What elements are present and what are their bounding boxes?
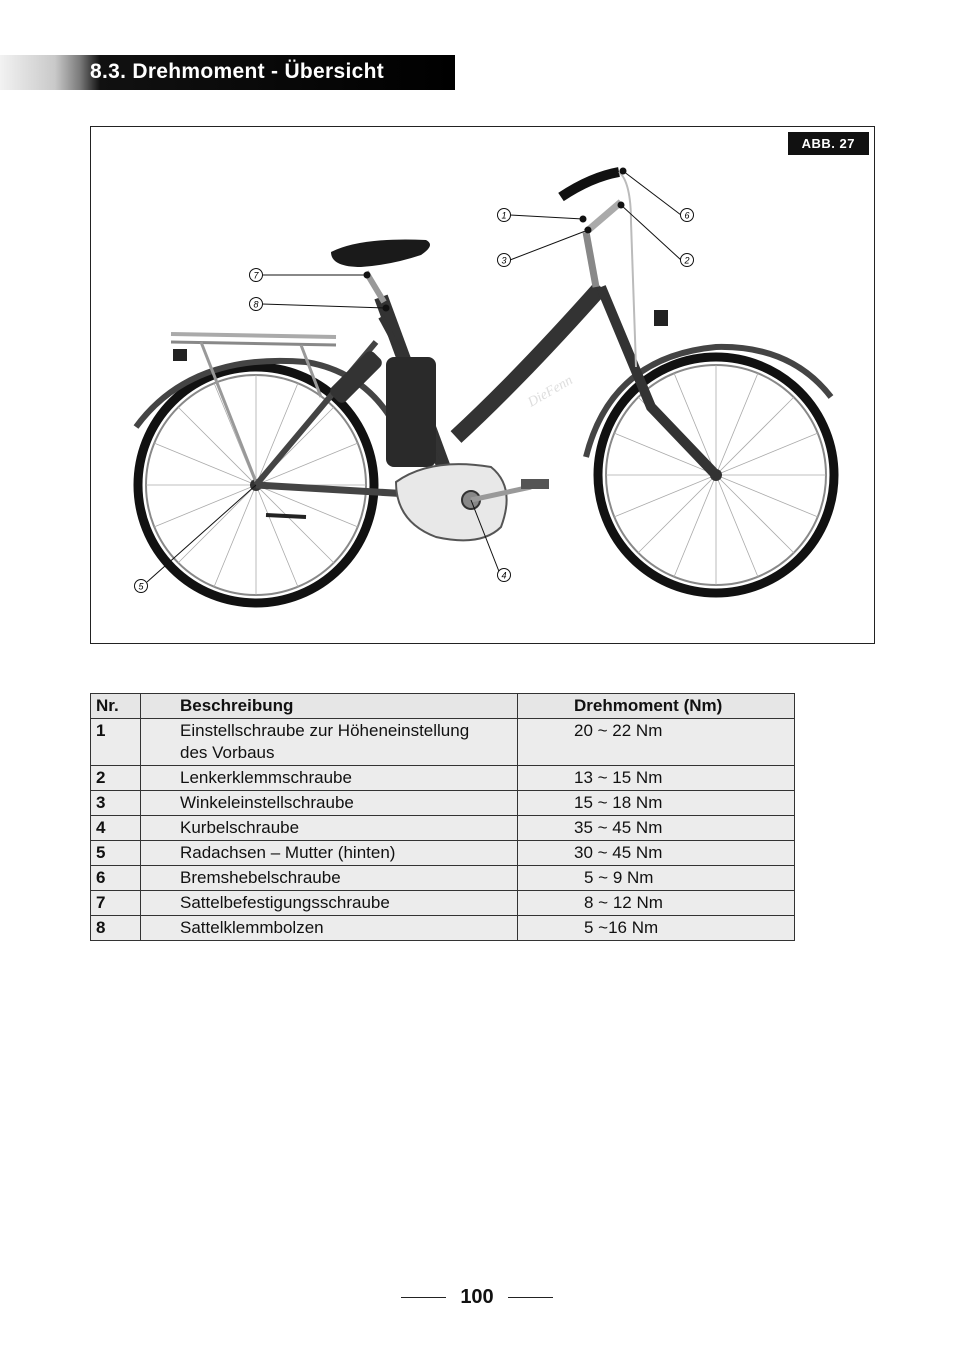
row-nr: 3 bbox=[91, 791, 141, 816]
row-description-line2: des Vorbaus bbox=[180, 743, 275, 762]
page-number: 100 bbox=[460, 1286, 494, 1308]
callout-8-label: 8 bbox=[253, 299, 259, 310]
row-description-line1: Einstellschraube zur Höheneinstellung bbox=[180, 721, 470, 740]
saddle bbox=[331, 240, 430, 303]
footer-rule-left bbox=[401, 1297, 446, 1298]
callout-1-label: 1 bbox=[501, 210, 507, 221]
callout-8 bbox=[250, 298, 263, 311]
header-nr: Nr. bbox=[91, 694, 141, 719]
bicycle-frame bbox=[256, 287, 716, 540]
torque-table bbox=[90, 693, 795, 941]
table-header-row bbox=[91, 694, 795, 719]
table-row bbox=[91, 866, 795, 891]
row-description bbox=[141, 719, 518, 766]
table-row bbox=[91, 766, 795, 791]
row-torque: 20 ~ 22 Nm bbox=[518, 719, 795, 766]
callout-7 bbox=[250, 269, 263, 282]
table-row bbox=[91, 816, 795, 841]
row-nr: 2 bbox=[91, 766, 141, 791]
bicycle-illustration bbox=[91, 127, 876, 645]
table-row bbox=[91, 719, 795, 766]
callout-3-label: 3 bbox=[501, 255, 507, 266]
row-nr: 6 bbox=[91, 866, 141, 891]
table-row bbox=[91, 791, 795, 816]
row-description: Sattelklemmbolzen bbox=[141, 916, 518, 941]
row-torque: 8 ~ 12 Nm bbox=[518, 891, 795, 916]
figure-box bbox=[90, 126, 875, 644]
row-description: Radachsen – Mutter (hinten) bbox=[141, 841, 518, 866]
row-description: Sattelbefestigungsschraube bbox=[141, 891, 518, 916]
row-torque: 15 ~ 18 Nm bbox=[518, 791, 795, 816]
row-nr: 1 bbox=[91, 719, 141, 766]
figure-label: ABB. 27 bbox=[788, 132, 869, 155]
row-torque: 35 ~ 45 Nm bbox=[518, 816, 795, 841]
section-title: 8.3. Drehmoment - Übersicht bbox=[90, 60, 384, 83]
row-description: Kurbelschraube bbox=[141, 816, 518, 841]
callout-1 bbox=[498, 209, 511, 222]
callout-4-label: 4 bbox=[501, 570, 507, 581]
row-nr: 7 bbox=[91, 891, 141, 916]
callout-2 bbox=[681, 254, 694, 267]
table-row bbox=[91, 841, 795, 866]
callout-3 bbox=[498, 254, 511, 267]
frame-lettering: DieFenn bbox=[525, 372, 576, 411]
callout-2-label: 2 bbox=[684, 255, 690, 266]
row-nr: 4 bbox=[91, 816, 141, 841]
callout-5-label: 5 bbox=[138, 581, 144, 592]
callout-7-label: 7 bbox=[253, 270, 259, 281]
callout-6 bbox=[681, 209, 694, 222]
callout-4 bbox=[498, 569, 511, 582]
page-footer bbox=[0, 1286, 954, 1309]
footer-rule-right bbox=[508, 1297, 553, 1298]
handlebar bbox=[561, 172, 668, 367]
row-torque: 5 ~16 Nm bbox=[518, 916, 795, 941]
row-torque: 13 ~ 15 Nm bbox=[518, 766, 795, 791]
callout-6-label: 6 bbox=[684, 210, 690, 221]
table-row bbox=[91, 916, 795, 941]
row-torque: 30 ~ 45 Nm bbox=[518, 841, 795, 866]
row-torque: 5 ~ 9 Nm bbox=[518, 866, 795, 891]
row-description: Winkeleinstellschraube bbox=[141, 791, 518, 816]
row-description: Lenkerklemmschraube bbox=[141, 766, 518, 791]
section-header bbox=[0, 55, 455, 90]
row-description: Bremshebelschraube bbox=[141, 866, 518, 891]
header-description: Beschreibung bbox=[141, 694, 518, 719]
table-row bbox=[91, 891, 795, 916]
row-nr: 8 bbox=[91, 916, 141, 941]
header-torque: Drehmoment (Nm) bbox=[518, 694, 795, 719]
row-nr: 5 bbox=[91, 841, 141, 866]
callout-5 bbox=[135, 580, 148, 593]
